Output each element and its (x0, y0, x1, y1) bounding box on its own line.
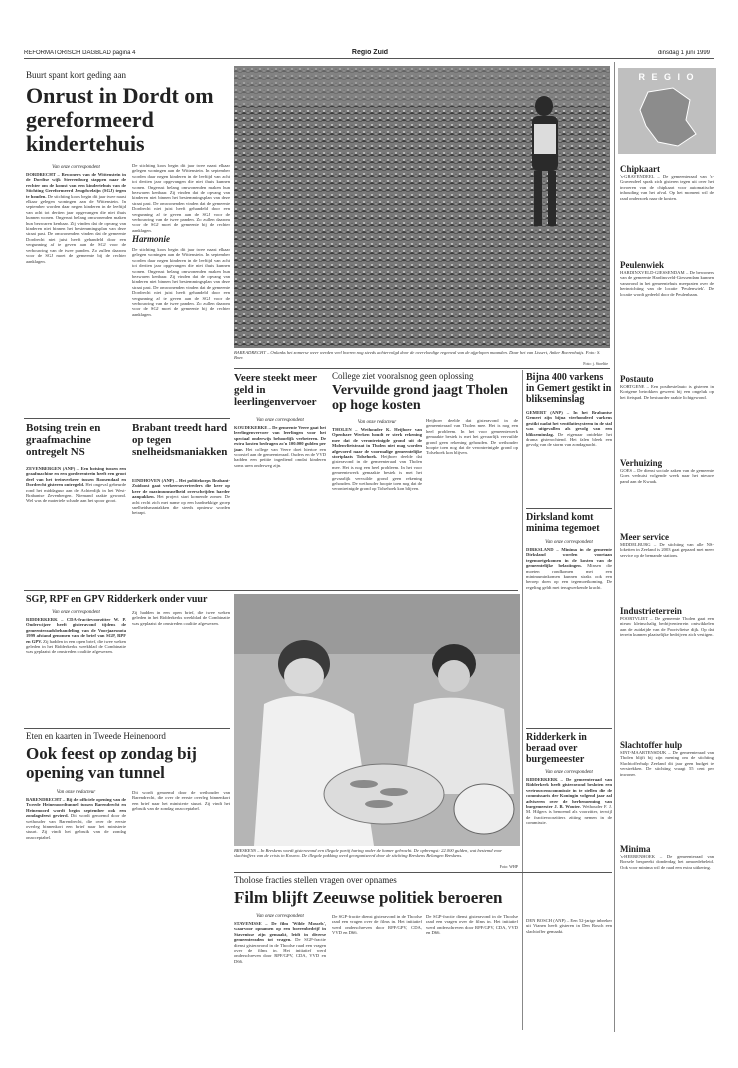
main-photo-credit: Foto: j. Stoeltie (583, 361, 608, 366)
tholen-col-2: Heijboer deelde dat gisteravond in de gemeenteraad van Tholen mee. Het is nog een heel probleem. In het voor gemeentewerk gemaakte bestek is met het gevaarlijk vervuilde grond geen rekening gehouden. De wethouder hoopte toen nog dat de verontreinigde grond op Tolsehoek kon blijven. (426, 418, 518, 456)
main-headline: Onrust in Dordt om gereformeerd kindertehuis (26, 84, 214, 156)
heinenoord-col-2: Dit wordt genoemd door de wethouder van Barendrecht, die over de eerste overleg binnenkort een brief naar het ministerie stuurt. Zij vindt het gebruik van de zondag onacceptabel. (132, 790, 230, 812)
side-title-4: Meer service (620, 532, 670, 542)
regio-label: R E G I O (638, 72, 696, 82)
harmonie-subhead: Harmonie (132, 234, 171, 244)
veere-lead: KOUDEKERKE – De gemeente Veere gaat het leerlingenvervoer van leerlingen voor het speciaal onderwijs behoorlijk verbeteren. De extra kosten bedragen zo'n 100.000 gulden per jaar. (234, 425, 326, 452)
tholen-lead: THOLEN – Wethouder K. Heijboer van Openbare Werken houdt er sterk rekening mee dat de verontreinigde grond uit de Molenvlietstraat in Tholen niet mag worden afgevoerd naar de voormalige gemeentelijke stortplaats Tolsehoek. (332, 427, 422, 460)
side-text-3: GOES – De dienst sociale zaken van de gemeente Goes verhuist volgende week naar het nieuwe pand aan de Kwaak. (620, 468, 714, 484)
dirksland-byline: Van onze correspondent (545, 540, 593, 545)
dirksland-headline: Dirksland komt minima tegemoet (526, 512, 600, 534)
veere-headline: Veere steekt meer geld in leerlingenvervoer (234, 372, 317, 408)
tholen-headline: Vervuilde grond jaagt Tholen op hoge kosten (332, 383, 508, 413)
regio-banner (618, 68, 716, 154)
tholen-kicker: College ziet vooralsnog geen oplossing (332, 371, 474, 381)
gemert-lead: GEMERT (ANP) – In het Brabantse Gemert zijn bijna vierhonderd varkens gestikt nadat het ventilatiesysteem in de stal was uitgevallen als gevolg van een blikseminslag. (526, 410, 612, 437)
sgp-col-2: Zij hadden in een open brief, die twee weken geleden in het Ridderkerks weekblad de Combinatie was geplaatst de omstreden coalitie afgewezen. (132, 610, 230, 626)
heinenoord-lead: BARENDRECHT – Bij de officiele opening van de Tweede Heinenoordtunnel tussen Barendrecht en Heinenoord wordt begin september ook een zondagsfeest gevierd. (26, 797, 126, 819)
ridderkerk-burg-headline: Ridderkerk in beraad over burgemeester (526, 732, 587, 765)
heinenoord-byline: Van onze redacteur (56, 790, 96, 795)
brabant-lead: EINDHOVEN (ANP) – Het politiekorps Brabant-Zuidoost gaat verkeersovertreders die keer op keer de maximumsnelheid overschrijden harder aanpakken. (132, 478, 230, 500)
film-col-2: De SGP-fractie dienst gisteravond in de Thoolse raad een vragen over de films in. Het initiatief werd onderschreven door RPF/GPV, CDA, VVD en D66. (332, 914, 422, 936)
brabant-headline: Brabant treedt hard op tegen snelheidsmaniakken (132, 422, 228, 458)
map-icon (618, 82, 716, 152)
film-col-1 (234, 912, 326, 1031)
main-body-cont-2: De stichting koos begin dit jaar twee naast elkaar gelegen woningen aan de Wittenstein. In september worden daar negen kinderen in de leeftijd van acht tot dertien jaar opgevangen die niet thuis kunnen wonen. Ongerust belang omwonenden maken hun bezwaren kenbaar. Zij vinden dat de opvang van kinderen niet binnen het bestemmingsplan van deze straat past. De omwonenden vinden dat de gemeente Dordrecht niet juist heeft gehandeld door een vergunning af te geven aan de SGJ voor de verbouwing van de twee panden. Zo zullen daarom voor de SGJ moet de gemeente bij de rechter aanklagen. (132, 247, 230, 317)
gemert-body: De eigenaar ontdekte het drama gisterochtend. Het falen bleek een gevolg van de storm van zondagnacht. (526, 431, 612, 448)
side-text-6: SINT-MAARTENSDIJK – De gemeenteraad van Tholen blijft bij zijn mening om de stichting Slachtofferhulp Zeeland dit jaar geen budget te verstrekken. De stichting vraagt 55 cent per inwoner. (620, 750, 714, 777)
main-kicker: Buurt spant kort geding aan (26, 70, 126, 80)
ridderkerk-burg-body: Wethouder F. J. M. Hilgers is benoemd als voorzitter, terwijl de fractievoorzitters zitting nemen in de commissie. (526, 804, 612, 826)
film-headline: Film blijft Zeeuwse politiek beroeren (234, 888, 503, 907)
tholen-byline: Van onze redacteur (357, 420, 397, 425)
dirksland-lead: DIRKSLAND – Minima in de gemeente Dirksland worden voortaan tegemoetgekomen in de kosten van de gemeentelijke belastingen. (526, 547, 612, 569)
main-lead: DORDRECHT – Bewoners van de Wittenstein in de Dordtse wijk Sterrenburg stappen naar de rechter om de komst van een kindertehuis van de Stichting Gereformeerd Jeugdwelzijn (SGJ) tegen te houden. (26, 172, 126, 199)
tholen-col-1 (332, 418, 422, 595)
side-text-7: 's-HEERENHOEK – De gemeenteraad van Borsele bespreekt donderdag het armoedebeleid. Ook voor minima wil de raad een extra uitkering. (620, 854, 714, 870)
veere-body: Het college van Veere doet hiertoe een voorstel aan de gemeenteraad. Ouders en de VVD hadden een petitie ingediend omdat kinderen soms uren onderweg zijn. (234, 446, 326, 468)
heinenoord-col-1 (26, 788, 126, 1032)
side-title-1: Peulenwiek (620, 260, 664, 270)
bottom-photo-herring (234, 594, 520, 846)
side-text-0: 's-GRAVENDEEL – De gemeenteraad van 's-Gravendeel sprak zich gisteren tegen uit over het invoeren van de chipkaart voor automatische inhouding van het afval. Op het moment wil de raad onderzoek naar de kosten. (620, 174, 714, 201)
side-title-0: Chipkaart (620, 164, 661, 174)
herring-photo-image (234, 594, 520, 846)
gemert-text (526, 410, 612, 506)
bottom-photo-credit: Foto: WHP (499, 864, 518, 869)
film-col-3: De SGP-fractie dienst gisteravond in de Thoolse raad een vragen over de films in. Het initiatief werd onderschreven door RPF/GPV, CDA, VVD en D66. (426, 914, 518, 936)
side-text-5: POORTVLIET – De gemeente Tholen gaat een nieuw kleinschalig bedrijventerrein ontwikkelen aan de zuidzijde van de Poortvlietse dijk. Op dat terrein kunnen plaatselijke bedrijven zich vestigen. (620, 616, 714, 638)
film-kicker: Tholose fracties stellen vragen over opnames (234, 875, 397, 885)
gemert-headline: Bijna 400 varkens in Gemert gestikt in blikseminslag (526, 372, 612, 405)
ridderkerk-burg-column (526, 768, 612, 925)
side-text-4: MIDDELBURG – De stichting van alle NS-loketten in Zeeland is 2003 gaat gepaard met meer service op de bemande stations. (620, 542, 714, 558)
botsing-body: Het ongeval gebeurde rond het middaguur aan de Achterdijk in het West-Brabantse Zevenbergen. Niemand raakte gewond. Wel was de materiele schade aan het spoor groot. (26, 482, 126, 504)
ridderkerk-burg-byline: Van onze correspondent (545, 770, 593, 775)
tholen-body: Heijboer deelde dat gisteravond in de gemeenteraad van Tholen mee. Het is nog een heel probleem. In het voor gemeentewerk gemaakte bestek is met het gevaarlijk vervuilde grond geen rekening gehouden. De wethouder hoopte toen nog dat de verontreinigde grond op Tolsehoek kon blijven. (332, 454, 422, 492)
field-photo-image (234, 66, 610, 348)
botsing-headline: Botsing trein en graafmachine ontregelt NS (26, 422, 101, 458)
film-body: De SGP-fractie dienst gisteravond in de Thoolse raad een vragen over de films in. Het initiatief werd onderschreven door RPF/GPV, CDA, VVD en D66. (234, 937, 326, 964)
sgp-headline: SGP, RPF en GPV Ridderkerk onder vuur (26, 594, 208, 605)
sgp-body: Zij hadden in een open brief, die twee weken geleden in het Ridderkerks weekblad de Combinatie was geplaatst de omstreden coalitie afgewezen. (26, 638, 126, 655)
botsing-text (26, 466, 126, 588)
side-title-2: Postauto (620, 374, 654, 384)
sidebar (620, 160, 714, 1030)
side-title-6: Slachtoffer hulp (620, 740, 683, 750)
sgp-byline: Van onze correspondent (52, 610, 100, 615)
veere-column (234, 416, 326, 595)
heinenoord-kicker: Eten en kaarten in Tweede Heinenoord (26, 731, 166, 741)
side-title-5: Industrieterrein (620, 606, 682, 616)
side-title-3: Verhuizing (620, 458, 663, 468)
header-left: REFORMATORISCH DAGBLAD pagina 4 (24, 50, 136, 56)
brabant-body: Het project start komende zomer. De acht recht zich met name op een hardnekkige groep snelheidsmaniakken die steeds opnieuw worden betrapt. (132, 494, 230, 516)
dirksland-body: Minsen die moeten rondkomen met een minimuminkomen kunnen straks ook een beroep doen op een tegemoetkoming. De regeling geldt met terugwerkende kracht. (526, 563, 612, 590)
bottom-photo-caption: BRESKENS – In Breskens wordt gisteravond een illegale partij haring onder de hamer gebracht. De opbrengst: 22.000 gulden, wat bestemd voor slachtoffers van de crisis in Kosovo. De illegale pakking werd georganiseerd door de stichting Breskens Belangen Breskens. (234, 848, 503, 859)
film-byline: Van onze correspondent (256, 914, 304, 919)
side-title-7: Minima (620, 844, 651, 854)
header-center: Regio Zuid (351, 49, 389, 56)
header-right: dinsdag 1 juni 1999 (657, 50, 710, 56)
brabant-text (132, 478, 230, 588)
main-photo-field (234, 66, 610, 348)
heinenoord-headline: Ook feest op zondag bij opening van tunnel (26, 744, 197, 782)
veere-byline: Van onze correspondent (256, 418, 304, 423)
main-body: De stichting koos begin dit jaar twee naast elkaar gelegen woningen aan de Wittenstein. In september worden daar negen kinderen in de leeftijd van acht tot dertien jaar opgevangen die niet thuis kunnen wonen. Ongerust belang omwonenden maken hun bezwaren kenbaar. Zij vinden dat de opvang van kinderen niet binnen het bestemmingsplan van deze straat past. De omwonenden vinden dat de gemeente Dordrecht niet juist heeft gehandeld door een vergunning af te geven aan de SGJ voor de verbouwing van de twee panden. Zo zullen daarom voor de SGJ moet de gemeente bij de rechter aanklagen. (26, 193, 126, 264)
main-byline: Van onze correspondent (52, 165, 100, 170)
ridderkerk-burg-lead: RIDDERKERK – De gemeenteraad van Ridderkerk heeft gisteravond besloten een vertrouwenscommissie in te stellen die de commissaris der Koningin volgend jaar zal adviseren over de herbenoeming van burgemeester J. B. Wouter. (526, 777, 612, 810)
main-body-cont: De stichting koos begin dit jaar twee naast elkaar gelegen woningen aan de Wittenstein. In september worden daar negen kinderen in de leeftijd van acht tot dertien jaar opgevangen die niet thuis kunnen wonen. Ongerust belang omwonenden maken hun bezwaren kenbaar. Zij vinden dat de opvang van kinderen niet binnen het bestemmingsplan van deze straat past. De omwonenden vinden dat de gemeente Dordrecht niet juist heeft gehandeld door een vergunning af te geven aan de SGJ voor de verbouwing van de twee panden. Zo zullen daarom voor de SGJ moet de gemeente bij de rechter aanklagen. (132, 163, 230, 233)
film-lead: STAVENISSE – De film 'Wilde Mossels', waarvoor opnamen op een boerenbedrijf in Stavenisse zijn gemaakt, leidt in diverse gemeenteraden tot vragen. (234, 921, 326, 943)
botsing-lead: ZEVENBERGEN (ANP) – Een botsing tussen een graafmachine en een goederentrein heeft een groot deel van het treinverkeer tussen Roosendaal en Dordrecht gisteren ontregeld. (26, 466, 126, 488)
sgp-lead: RIDDERKERK – CDA-fractievoorzitter W. P. Onderwijzer heeft gisteravond tijdens de gemeenteraadsbehandeling van de Voorjaarsnota 1999 afstand genomen van de brief van SGP, RPF en GPV. (26, 617, 126, 644)
side-text-2: KORTGENE – Een postbestelauto is gisteren in Kortgene betrokken geweest bij een ongeluk op het fietspad. De bestuurder raakte lichtgewond. (620, 384, 714, 400)
newspaper-page (20, 38, 718, 1038)
main-col-2 (132, 163, 230, 397)
side-text-1: HARDINXVELD-GIESSENDAM – De bewoners van de gemeente Hardinxveld-Giessendam kunnen vanavond in het gemeentehuis meepraten over de herinrichting van de locatie 'Peulenwiek'. De locatie wordt gedeeld door de Peulenbaan. (620, 270, 714, 297)
den-bosch-text: DEN BOSCH (ANP) – Een 52-jarige inbreker uit Vianen heeft gisteren in Den Bosch een slachtoffer gemaakt. (526, 918, 612, 934)
heinenoord-body: Dit wordt genoemd door de wethouder van Barendrecht, die over de eerste overleg binnenkort een brief naar het ministerie stuurt. Zij vindt het gebruik van de zondag onacceptabel. (26, 813, 126, 840)
main-photo-caption: BAREADRECHT – Onlanks het zomerse weer werden veel boeren nog steeds achtervolgd door de overvloedige regenval van de afgelopen maanden. Daar het van Lissert, Anker Boerenhuijs. Foto: S. Boer. (234, 350, 601, 361)
main-col-1 (26, 163, 126, 422)
sgp-col-1 (26, 608, 126, 727)
dirksland-column (526, 538, 612, 727)
